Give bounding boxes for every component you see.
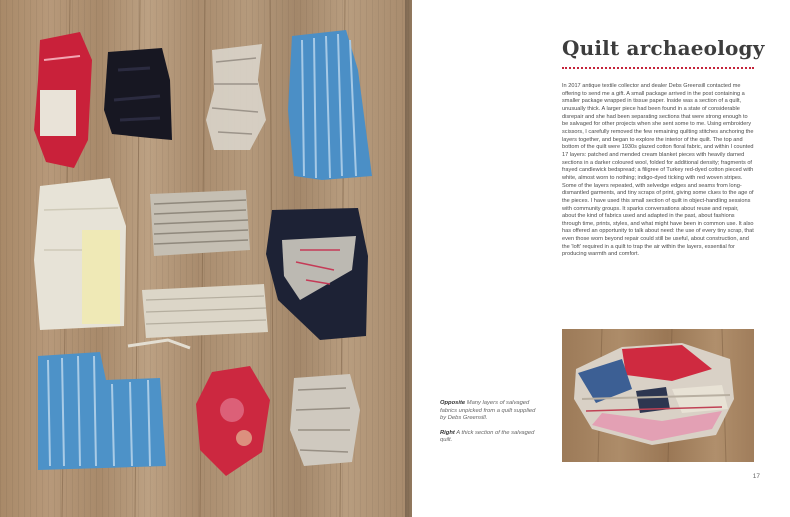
caption-right-label: Right	[440, 429, 455, 436]
page-number: 17	[752, 473, 760, 480]
quilt-stack	[574, 343, 734, 445]
caption-opposite	[440, 400, 540, 423]
caption-opposite-label: Opposite	[440, 400, 466, 406]
cream-patchwork-swatch	[34, 178, 126, 330]
text-page	[412, 0, 790, 517]
caption-opposite-text: Many layers of salvaged fabrics unpicked from a quilt supplied by Debs Greensill.	[440, 400, 536, 422]
grey-ribbed-swatch	[150, 190, 250, 256]
navy-lace-swatch	[266, 208, 368, 340]
grey-frayed-swatch	[290, 374, 360, 466]
body-paragraph: In 2017 antique textile collector and dealer Debs Greensill contacted me offering to send me a gift. A small package arrived in the post containing a smaller package wrapped in tissue paper. Inside was a section of a quilt, unusually thick. A larger piece had been found in a state of considerable disrepair and she had been separating sections that were strong enough to be salvaged for other projects when she sent some to me. Using embroidery scissors, I carefully removed the few remaining quilting stitches anchoring the layers together, and began to explore the interior of the quilt. The top and bottom of the quilt were 1930s glazed cotton floral fabric, and within I counted 17 layers: patched and mended cream blanket pieces with heavily darned sections in a darker coloured wool, folded for additional density; fragments of frayed candlewick bedspread; a filigree of Turkey red-dyed cotton pieced with white, almost worn to nothing; indigo-dyed ticking with red woven stripes. Some of the layers repeated, with selvedge edges and seams from long-dismantled garments, and tiny scraps of print, giving some clues to the age of the pieces. I have used this small section of quilt in object-handling sessions with community groups. It sparks conversations about reuse and repair, about the kind of fabrics used and adapted in the past, about fashions through time, prints, styles, and what might have been in common use. It also has offered an opportunity to talk about need: the use of every tiny scrap, that even those worn beyond repair could still be useful, about construction, and the 'loft' required in a quilt to trap the air within the layers, essential for producing warmth and comfort.	[562, 83, 754, 258]
red-floral-swatch	[196, 366, 270, 476]
blue-ticking-swatch	[288, 30, 372, 180]
title-dotted-rule	[562, 67, 754, 69]
photo-captions	[440, 400, 540, 452]
page-title: Quilt archaeology	[562, 36, 765, 60]
cream-strip-swatch	[128, 284, 268, 348]
frayed-lace-swatch	[206, 44, 266, 150]
red-patch-swatch	[34, 32, 92, 168]
caption-right-text: A thick section of the salvaged quilt.	[440, 429, 535, 444]
salvaged-quilt-photo	[562, 329, 754, 462]
salvaged-quilt-illustration	[562, 329, 754, 462]
caption-right	[440, 430, 540, 445]
navy-wool-swatch	[104, 48, 172, 140]
blue-ticking-bottom-swatch	[38, 352, 166, 470]
